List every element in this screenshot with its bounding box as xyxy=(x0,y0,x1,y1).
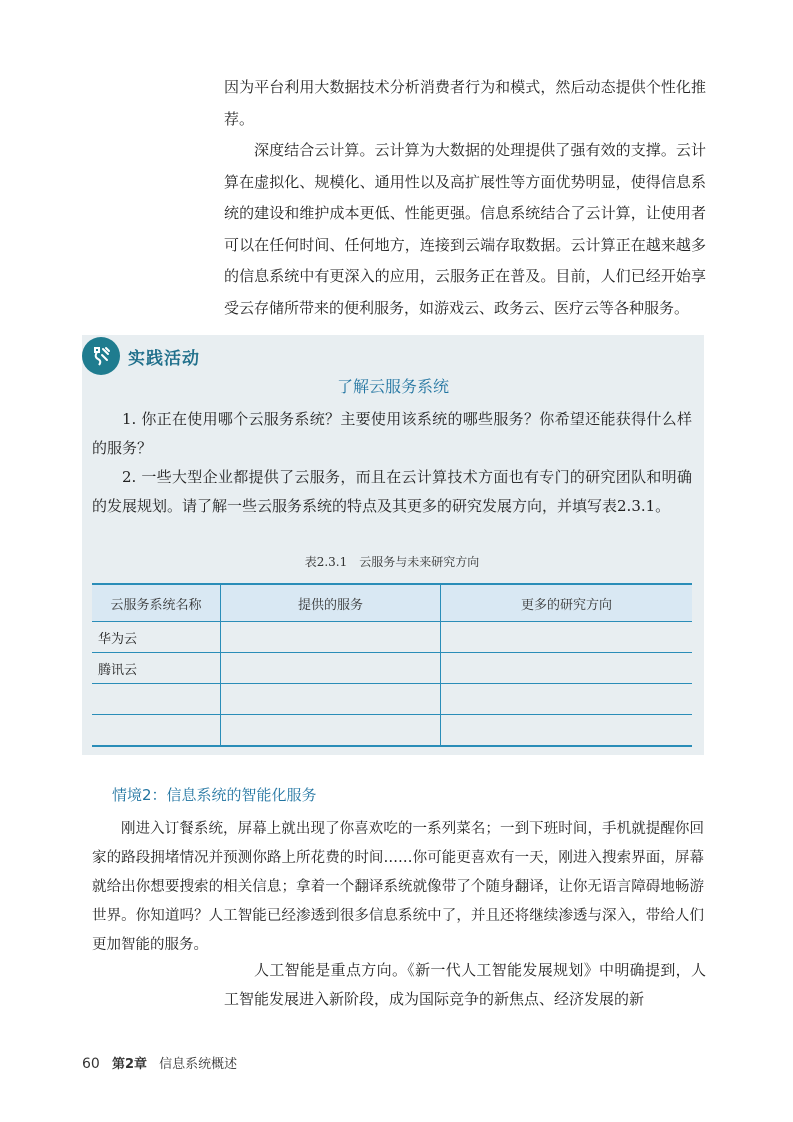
cloud-service-table xyxy=(92,583,692,747)
table-header-services: 提供的服务 xyxy=(221,584,441,622)
scenario-paragraph: 刚进入订餐系统，屏幕上就出现了你喜欢吃的一系列菜名；一到下班时间，手机就提醒你回家的路段拥堵情况并预测你路上所花费的时间……你可能更喜欢有一天，刚进入搜索界面，屏幕就给出你想要搜索的相关信息；拿着一个翻译系统就像带了个随身翻译，让你无语言障碍地畅游世界。你知道吗？人工智能已经渗透到很多信息系统中了，并且还将继续渗透与深入，带给人们更加智能的服务。 xyxy=(92,821,704,953)
table-cell[interactable] xyxy=(92,715,221,747)
table-cell[interactable] xyxy=(441,684,693,715)
chapter-title: 信息系统概述 xyxy=(159,1057,238,1072)
intro-text xyxy=(224,72,706,324)
activity-title: 实践活动 xyxy=(128,348,200,369)
page-footer xyxy=(82,1053,237,1072)
activity-item-2: 2. 一些大型企业都提供了云服务，而且在云计算技术方面也有专门的研究团队和明确的发展规划。请了解一些云服务系统的特点及其更多的研究发展方向，并填写表2.3.1。 xyxy=(92,468,692,515)
table-row xyxy=(92,715,692,747)
table-caption: 表2.3.1 云服务与未来研究方向 xyxy=(304,555,480,569)
table-row xyxy=(92,653,692,684)
table-header-research: 更多的研究方向 xyxy=(441,584,693,622)
table-row xyxy=(92,684,692,715)
activity-subtitle: 了解云服务系统 xyxy=(336,377,449,396)
table-cell[interactable] xyxy=(221,622,441,653)
activity-questions xyxy=(92,405,692,521)
table-cell[interactable] xyxy=(441,622,693,653)
ai-text xyxy=(224,956,706,1014)
activity-item-1: 1. 你正在使用哪个云服务系统？主要使用该系统的哪些服务？你希望还能获得什么样的服务？ xyxy=(92,410,692,457)
table-header-name: 云服务系统名称 xyxy=(92,584,221,622)
intro-paragraph-2: 深度结合云计算。云计算为大数据的处理提供了强有效的支撑。云计算在虚拟化、规模化、通用性以及高扩展性等方面优势明显，使得信息系统的建设和维护成本更低、性能更强。信息系统结合了云计算，让使用者可以在任何时间、任何地方，连接到云端存取数据。云计算正在越来越多的信息系统中有更深入的应用，云服务正在普及。目前，人们已经开始享受云存储所带来的便利服务，如游戏云、政务云、医疗云等各种服务。 xyxy=(224,141,706,317)
table-cell[interactable] xyxy=(92,684,221,715)
activity-header xyxy=(82,336,200,376)
table-row xyxy=(92,622,692,653)
table-cell[interactable] xyxy=(221,653,441,684)
scenario-title: 情境2：信息系统的智能化服务 xyxy=(112,786,317,804)
chapter-label: 第2章 xyxy=(111,1057,148,1072)
table-cell[interactable] xyxy=(221,684,441,715)
table-cell[interactable] xyxy=(441,653,693,684)
scenario-text xyxy=(92,815,704,960)
table-header-row xyxy=(92,584,692,622)
table-cell[interactable] xyxy=(221,715,441,747)
intro-paragraph-1: 因为平台利用大数据技术分析消费者行为和模式，然后动态提供个性化推荐。 xyxy=(224,78,706,128)
page-number: 60 xyxy=(82,1056,100,1072)
ai-paragraph: 人工智能是重点方向。《新一代人工智能发展规划》中明确提到，人工智能发展进入新阶段，成为国际竞争的新焦点、经济发展的新 xyxy=(224,961,706,1008)
practice-activity-icon xyxy=(82,337,120,375)
table-cell[interactable]: 腾讯云 xyxy=(92,653,221,684)
table-cell[interactable] xyxy=(441,715,693,747)
table-cell[interactable]: 华为云 xyxy=(92,622,221,653)
